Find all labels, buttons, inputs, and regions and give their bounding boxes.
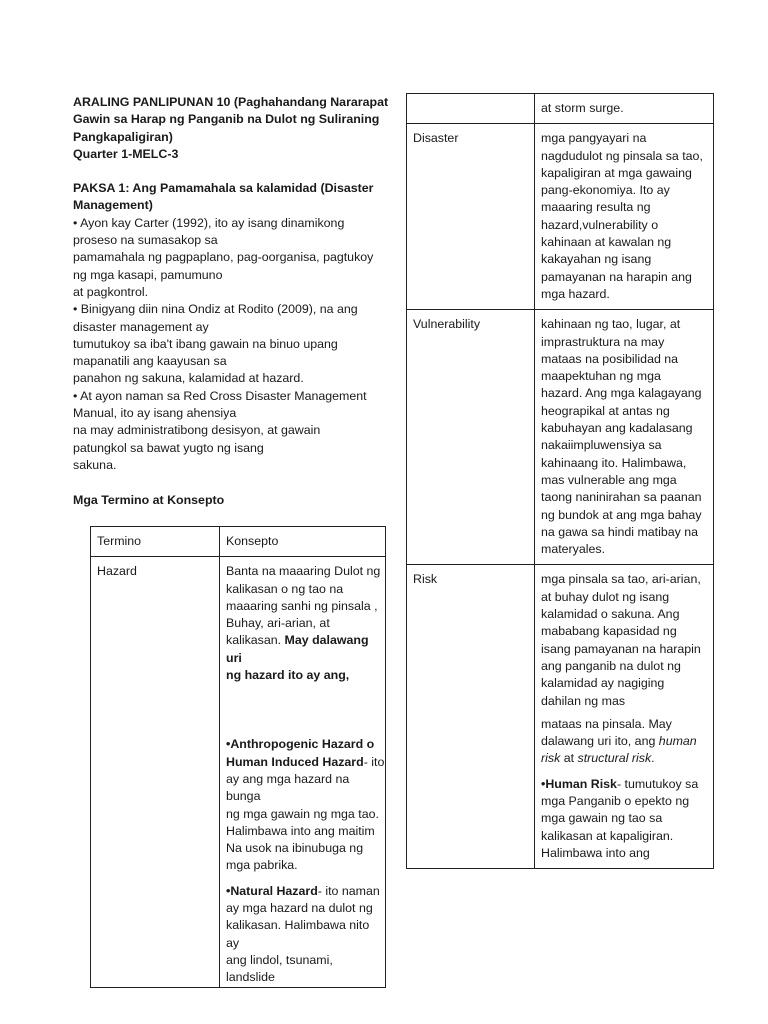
risk-type-human-cont: risk — [541, 751, 561, 766]
body-line: proseso na sumasakop sa — [73, 233, 218, 248]
anthropogenic-line: ay ang mga hazard na bunga — [226, 771, 350, 804]
risk-type-structural: structural risk — [577, 751, 652, 766]
vulnerability-line: mataas na posibilidad na — [541, 351, 679, 366]
disaster-line: kapaligiran at mga gawaing — [541, 165, 692, 180]
risk-text: . — [651, 751, 655, 766]
disaster-line: pamayanan na harapin ang — [541, 269, 692, 284]
table-row — [91, 557, 386, 987]
risk-line: mataas na pinsala. May — [541, 716, 672, 731]
hazard-line: maaaring sanhi ng pinsala , — [226, 598, 378, 613]
human-risk-line — [541, 776, 713, 793]
vulnerability-line: nakaiimpluwensiya sa — [541, 438, 662, 453]
natural-hazard-line: ang lindol, tsunami, landslide — [226, 952, 333, 985]
hazard-line-text: kalikasan. — [226, 633, 285, 648]
vulnerability-line: materyales. — [541, 542, 606, 557]
human-induced-title: Human Induced Hazard — [226, 754, 364, 769]
disaster-line: mga pangyayari na — [541, 131, 647, 146]
term-disaster: Disaster — [407, 124, 535, 310]
human-risk-line: Halimbawa into ang — [541, 845, 650, 860]
header-termino: Termino — [91, 527, 220, 557]
table-row — [407, 94, 714, 124]
hazard-line: Buhay, ari-arian, at — [226, 616, 330, 631]
human-risk-text: - tumutukoy sa — [616, 776, 699, 791]
hazard-types-intro: May dalawang uri — [226, 633, 369, 665]
risk-line: at buhay dulot ng isang — [541, 589, 670, 604]
body-line: mapanatili ang kaayusan sa — [73, 354, 227, 369]
natural-hazard-text: - ito naman — [317, 883, 380, 898]
section-title: Mga Termino at Konsepto — [73, 493, 225, 508]
body-line: at pagkontrol. — [73, 284, 149, 299]
body-line: pamamahala ng pagpaplano, pag-oorganisa, pagtukoy — [73, 250, 374, 265]
table-header-row — [91, 527, 386, 557]
vulnerability-line: mas vulnerable ang mga — [541, 472, 677, 487]
body-line: sakuna. — [73, 457, 117, 472]
terms-table-continued — [406, 93, 714, 869]
vulnerability-line: taong naninirahan sa paanan — [541, 490, 702, 505]
concept-disaster — [535, 124, 714, 310]
risk-text: at — [560, 751, 578, 766]
concept-hazard — [220, 557, 386, 987]
hazard-types-intro-2: ng hazard ito ay ang, — [226, 668, 350, 683]
disaster-line: pang-ekonomiya. Ito ay — [541, 183, 670, 198]
doc-title-line-3: Pangkapaligiran) — [73, 129, 173, 144]
header-konsepto: Konsepto — [220, 527, 386, 557]
risk-line — [541, 750, 713, 767]
vulnerability-line: kahinaan ng tao, lugar, at — [541, 317, 681, 332]
disaster-line: nagdudulot ng pinsala sa tao, — [541, 148, 703, 163]
terms-table — [90, 526, 386, 988]
human-risk-line: kalikasan at kapaligiran. — [541, 828, 674, 843]
risk-line: isang pamayanan na harapin — [541, 641, 701, 656]
natural-hazard-title: •Natural Hazard — [226, 883, 318, 898]
risk-line: kalamidad o sakuna. Ang — [541, 607, 680, 622]
table-row — [407, 124, 714, 310]
anthropogenic-title: •Anthropogenic Hazard o — [226, 737, 375, 752]
vulnerability-line: hazard. Ang mga kalagayang — [541, 386, 702, 401]
paksa-heading-line-1: PAKSA 1: Ang Pamamahala sa kalamidad (Disaster — [73, 181, 374, 196]
hazard-line — [226, 632, 385, 667]
vulnerability-line: na gawa sa hindi matibay na — [541, 524, 699, 539]
human-risk-line: mga Panganib o epekto ng — [541, 793, 690, 808]
risk-text: dalawang uri ito, ang — [541, 734, 659, 749]
natural-hazard-line: kalikasan. Halimbawa nito ay — [226, 918, 370, 950]
risk-line: dahilan ng mas — [541, 693, 626, 708]
risk-line: ang panganib na dulot ng — [541, 658, 681, 673]
concept-vulnerability — [535, 310, 714, 565]
human-risk-title: •Human Risk — [541, 776, 617, 791]
disaster-line: maaaring resulta ng — [541, 200, 651, 215]
anthropogenic-line: Na usok na ibinubuga ng — [226, 841, 364, 856]
anthropogenic-text: - ito — [363, 754, 385, 769]
hazard-line: Banta na maaaring Dulot ng — [226, 564, 381, 579]
body-line: patungkol sa bawat yugto ng isang — [73, 440, 264, 455]
anthropogenic-line — [226, 754, 385, 771]
paksa-heading-line-2: Management) — [73, 198, 153, 213]
doc-title-line-1: ARALING PANLIPUNAN 10 (Paghahandang Nararapat — [73, 95, 389, 109]
vulnerability-line: imprastruktura na may — [541, 334, 665, 349]
body-line: • Ayon kay Carter (1992), ito ay isang dinamikong — [73, 215, 345, 230]
doc-title-line-2: Gawin sa Harap ng Panganib na Dulot ng Suliraning — [73, 112, 380, 127]
vulnerability-line: heograpikal at antas ng — [541, 403, 670, 418]
risk-type-human: human — [658, 734, 697, 749]
concept-continued: at storm surge. — [535, 94, 714, 124]
body-line: • At ayon naman sa Red Cross Disaster Management — [73, 388, 367, 403]
risk-line: mga pinsala sa tao, ari-arian, — [541, 572, 701, 587]
table-row — [407, 310, 714, 565]
risk-line — [541, 733, 713, 750]
table-row — [407, 565, 714, 869]
disaster-line: kakayahan ng isang — [541, 252, 652, 267]
body-line: • Binigyang diin nina Ondiz at Rodito (2009), na ang — [73, 302, 358, 317]
term-vulnerability: Vulnerability — [407, 310, 535, 565]
quarter-label: Quarter 1-MELC-3 — [73, 146, 179, 161]
natural-hazard-line: ay mga hazard na dulot ng — [226, 901, 373, 916]
vulnerability-line: maapektuhan ng mga — [541, 369, 661, 384]
vulnerability-line: kahinaang ito. Halimbawa, — [541, 455, 687, 470]
hazard-line: kalikasan o ng tao na — [226, 581, 344, 596]
concept-risk — [535, 565, 714, 869]
term-hazard: Hazard — [91, 557, 220, 987]
anthropogenic-line: mga pabrika. — [226, 858, 298, 873]
natural-hazard-line — [226, 883, 385, 900]
vulnerability-line: ng bundok at ang mga bahay — [541, 507, 702, 522]
body-line: ng mga kasapi, pamumuno — [73, 267, 223, 282]
risk-line: mababang kapasidad ng — [541, 624, 677, 639]
left-column — [73, 94, 391, 510]
body-line: panahon ng sakuna, kalamidad at hazard. — [73, 371, 304, 386]
disaster-line: kahinaan at kawalan ng — [541, 235, 672, 250]
body-line: tumutukoy sa iba't ibang gawain na binuo upang — [73, 336, 338, 351]
vulnerability-line: kabuhayan ang kadalasang — [541, 421, 693, 436]
disaster-line: hazard,vulnerability o — [541, 217, 659, 232]
term-empty — [407, 94, 535, 124]
body-line: na may administratibong desisyon, at gawain — [73, 423, 321, 438]
human-risk-line: mga gawain ng tao sa — [541, 811, 663, 826]
risk-line: kalamidad ay nagiging — [541, 676, 665, 691]
term-risk: Risk — [407, 565, 535, 869]
body-line: disaster management ay — [73, 319, 209, 334]
disaster-line: mga hazard. — [541, 286, 610, 301]
body-line: Manual, ito ay isang ahensiya — [73, 406, 237, 421]
anthropogenic-line: Halimbawa into ang maitim — [226, 823, 375, 838]
anthropogenic-line: ng mga gawain ng mga tao. — [226, 806, 379, 821]
